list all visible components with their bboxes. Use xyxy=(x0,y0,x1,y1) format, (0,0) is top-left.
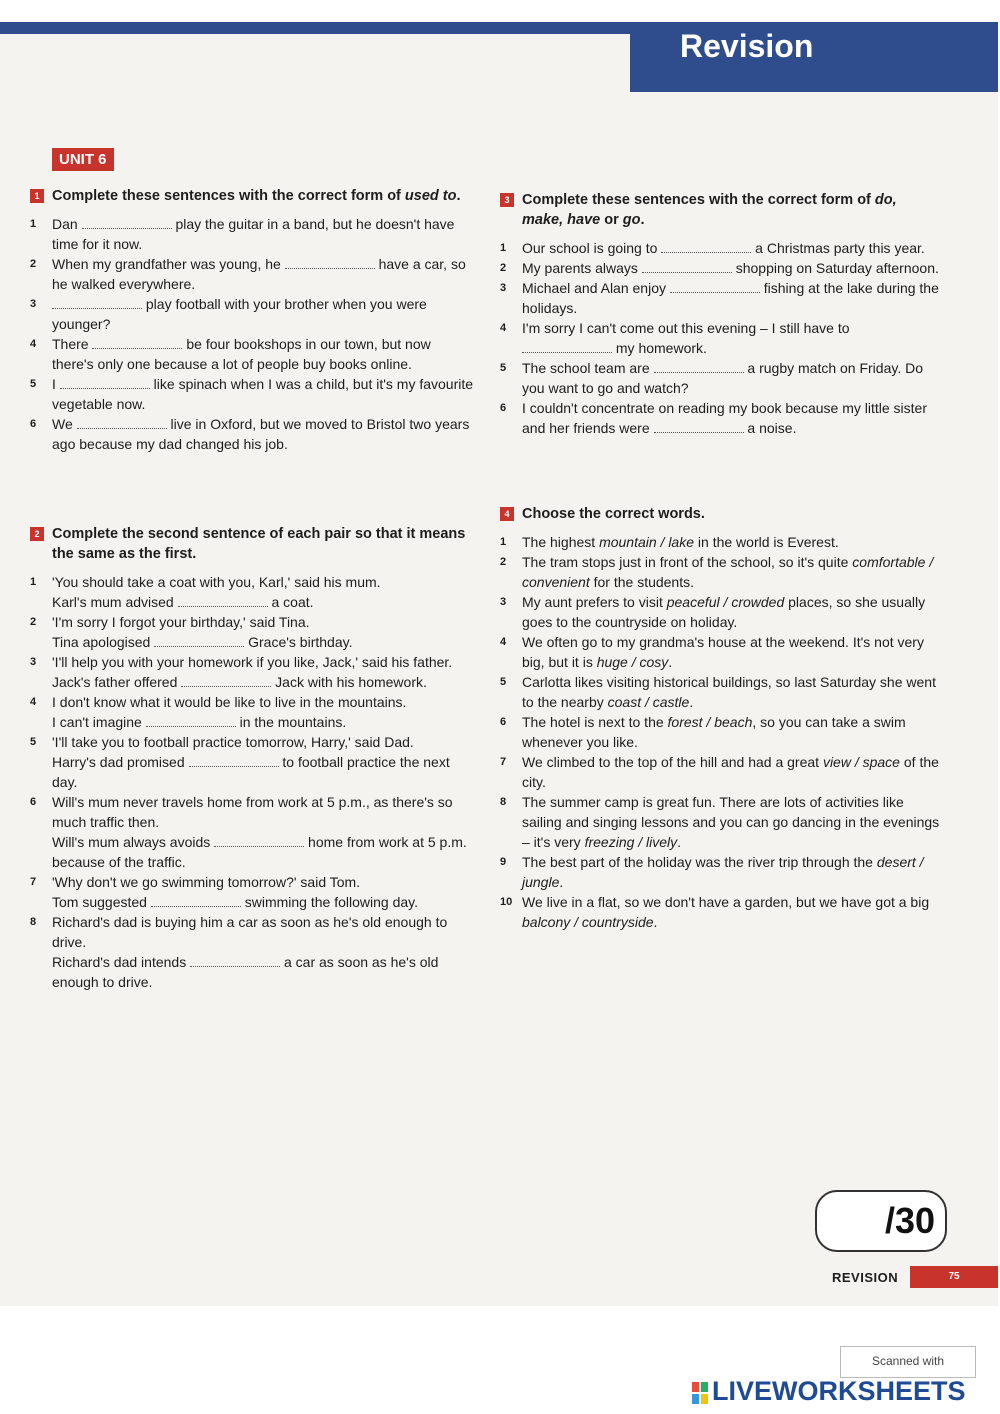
exercise-item xyxy=(30,294,475,334)
item-body xyxy=(52,294,475,334)
original-sentence: 'I'll help you with your homework if you like, Jack,' said his father. xyxy=(52,654,453,670)
rewrite-sentence xyxy=(52,632,475,652)
item-text: The tram stops just in front of the school, so it's quite xyxy=(522,554,853,570)
section-number: 1 xyxy=(30,189,44,203)
item-text: . xyxy=(653,914,658,930)
original-sentence: Will's mum never travels home from work at 5 p.m., as there's so much traffic then. xyxy=(52,794,453,830)
exercise-item xyxy=(30,214,475,254)
answer-blank[interactable] xyxy=(154,632,244,647)
answer-blank[interactable] xyxy=(178,592,268,607)
item-text: I can't imagine xyxy=(52,714,146,730)
section-number: 2 xyxy=(30,527,44,541)
exercise-item xyxy=(500,358,940,398)
item-text: I'm sorry I can't come out this evening – I still have to xyxy=(522,320,850,336)
answer-blank[interactable] xyxy=(181,672,271,687)
section-3 xyxy=(500,190,940,438)
answer-blank[interactable] xyxy=(60,374,150,389)
answer-blank[interactable] xyxy=(190,952,280,967)
answer-blank[interactable] xyxy=(189,752,279,767)
item-text: Grace's birthday. xyxy=(244,634,353,650)
item-number: 8 xyxy=(500,796,507,808)
scan-stamp: Scanned with xyxy=(840,1346,976,1378)
item-body xyxy=(522,672,940,712)
exercise-item xyxy=(30,612,475,652)
exercise-item xyxy=(30,572,475,612)
exercise-item xyxy=(500,238,940,258)
item-text: a noise. xyxy=(743,420,797,436)
item-body xyxy=(52,612,475,652)
exercise-item xyxy=(30,692,475,732)
item-number: 1 xyxy=(30,218,37,230)
section-1 xyxy=(30,186,475,454)
exercise-item xyxy=(30,652,475,692)
item-number: 4 xyxy=(500,636,507,648)
item-text: We often go to my grandma's house at the weekend. It's not very big, but it is xyxy=(522,634,924,670)
item-text: my homework. xyxy=(612,340,707,356)
word-choice[interactable]: forest / beach xyxy=(667,714,753,730)
rewrite-sentence xyxy=(52,592,475,612)
section-number: 4 xyxy=(500,507,514,521)
item-text: for the students. xyxy=(589,574,695,590)
item-text: The school team are xyxy=(522,360,654,376)
item-text: Jack with his homework. xyxy=(271,674,427,690)
item-text: My parents always xyxy=(522,260,642,276)
exercise-item xyxy=(30,732,475,792)
exercise-item xyxy=(30,334,475,374)
original-sentence: 'Why don't we go swimming tomorrow?' said Tom. xyxy=(52,874,361,890)
section-3-heading: 3 Complete these sentences with the correct form of do, make, have or go. xyxy=(500,190,940,230)
exercise-item xyxy=(30,254,475,294)
item-body xyxy=(52,334,475,374)
item-body xyxy=(522,358,940,398)
item-number: 4 xyxy=(30,338,37,350)
item-number: 3 xyxy=(500,282,507,294)
rewrite-sentence xyxy=(52,892,475,912)
item-text: We xyxy=(52,416,77,432)
item-text: I couldn't concentrate on reading my book because my little sister and her friends were xyxy=(522,400,927,436)
item-text: shopping on Saturday afternoon. xyxy=(731,260,939,276)
item-number: 7 xyxy=(500,756,507,768)
item-body xyxy=(52,792,475,872)
section-2 xyxy=(30,524,475,992)
word-choice[interactable]: coast / castle xyxy=(607,694,690,710)
item-body xyxy=(522,892,940,932)
item-number: 7 xyxy=(30,876,37,888)
exercise-item xyxy=(500,258,940,278)
item-text: Michael and Alan enjoy xyxy=(522,280,670,296)
item-body xyxy=(522,552,940,592)
item-number: 6 xyxy=(500,402,507,414)
item-text: a coat. xyxy=(267,594,314,610)
item-text: to football practice the next day. xyxy=(52,754,450,790)
item-body xyxy=(52,912,475,992)
exercise-item xyxy=(500,672,940,712)
item-number: 2 xyxy=(500,556,507,568)
item-body xyxy=(522,632,940,672)
item-text: , so you can take a swim whenever you like. xyxy=(522,714,906,750)
answer-blank[interactable] xyxy=(670,278,760,293)
item-body xyxy=(522,792,940,852)
liveworksheets-icon xyxy=(692,1382,708,1404)
item-number: 3 xyxy=(30,656,37,668)
exercise-item xyxy=(500,318,940,358)
item-number: 5 xyxy=(30,736,37,748)
exercise-item xyxy=(30,414,475,454)
item-text: The best part of the holiday was the river trip through the xyxy=(522,854,877,870)
word-choice[interactable]: freezing / lively xyxy=(584,834,678,850)
word-choice[interactable]: balcony / countryside xyxy=(522,914,654,930)
word-choice[interactable]: mountain / lake xyxy=(599,534,695,550)
item-text: home from work at 5 p.m. because of the traffic. xyxy=(52,834,467,870)
answer-blank[interactable] xyxy=(151,892,241,907)
original-sentence: 'You should take a coat with you, Karl,' said his mum. xyxy=(52,574,381,590)
rewrite-sentence xyxy=(52,712,475,732)
answer-blank[interactable] xyxy=(52,294,142,309)
exercise-item xyxy=(500,752,940,792)
item-text: a rugby match on Friday. Do you want to go and watch? xyxy=(522,360,923,396)
item-number: 10 xyxy=(500,896,513,908)
item-body xyxy=(522,398,940,438)
answer-blank[interactable] xyxy=(522,338,612,353)
answer-blank[interactable] xyxy=(285,254,375,269)
section-4-heading: 4 Choose the correct words. xyxy=(500,504,940,524)
item-text: places, so she usually goes to the countryside on holiday. xyxy=(522,594,926,630)
item-body xyxy=(522,712,940,752)
item-text: Jack's father offered xyxy=(52,674,182,690)
answer-blank[interactable] xyxy=(146,712,236,727)
word-choice[interactable]: desert / jungle xyxy=(522,854,924,890)
item-text: Karl's mum advised xyxy=(52,594,178,610)
item-number: 6 xyxy=(30,796,37,808)
item-number: 4 xyxy=(500,322,507,334)
item-text: . xyxy=(677,834,682,850)
item-text: Carlotta likes visiting historical buildings, so last Saturday she went to the nearby xyxy=(522,674,936,710)
exercise-item xyxy=(500,632,940,672)
item-body xyxy=(52,872,475,912)
item-number: 3 xyxy=(500,596,507,608)
exercise-item xyxy=(500,592,940,632)
item-number: 3 xyxy=(30,298,37,310)
item-body xyxy=(52,214,475,254)
item-text: The hotel is next to the xyxy=(522,714,668,730)
section-number: 3 xyxy=(500,193,514,207)
item-text: . xyxy=(559,874,564,890)
exercise-item xyxy=(500,892,940,932)
item-text: be four bookshops in our town, but now there's only one because a lot of people buy books online. xyxy=(52,336,431,372)
item-text: swimming the following day. xyxy=(240,894,418,910)
item-text: . xyxy=(668,654,673,670)
item-text: We climbed to the top of the hill and had a great xyxy=(522,754,823,770)
word-choice[interactable]: view / space xyxy=(822,754,900,770)
exercise-item xyxy=(30,374,475,414)
item-number: 4 xyxy=(30,696,37,708)
item-text: in the mountains. xyxy=(235,714,347,730)
original-sentence: 'I'm sorry I forgot your birthday,' said Tina. xyxy=(52,614,310,630)
exercise-item xyxy=(500,712,940,752)
item-text: a Christmas party this year. xyxy=(751,240,925,256)
rewrite-sentence xyxy=(52,672,475,692)
item-text: have a car, so he walked everywhere. xyxy=(52,256,466,292)
item-number: 6 xyxy=(30,418,37,430)
item-text: When my grandfather was young, he xyxy=(52,256,285,272)
section-1-heading: 1 Complete these sentences with the correct form of used to. xyxy=(30,186,475,206)
exercise-item xyxy=(500,278,940,318)
exercise-item xyxy=(30,912,475,992)
item-body xyxy=(522,238,940,258)
item-text: My aunt prefers to visit xyxy=(522,594,667,610)
score-total: /30 xyxy=(884,1200,935,1241)
section-4 xyxy=(500,504,940,932)
item-text: Dan xyxy=(52,216,82,232)
item-text: play the guitar in a band, but he doesn't have time for it now. xyxy=(52,216,455,252)
item-number: 8 xyxy=(30,916,37,928)
exercise-item xyxy=(500,552,940,592)
item-number: 1 xyxy=(500,536,507,548)
original-sentence: Richard's dad is buying him a car as soon as he's old enough to drive. xyxy=(52,914,448,950)
item-body xyxy=(52,254,475,294)
answer-blank[interactable] xyxy=(654,418,744,433)
liveworksheets-logo: LIVEWORKSHEETS xyxy=(692,1376,966,1407)
answer-blank[interactable] xyxy=(92,334,182,349)
footer-label: REVISION xyxy=(832,1270,899,1285)
exercise-item xyxy=(500,532,940,552)
exercise-item xyxy=(500,852,940,892)
exercise-item xyxy=(500,792,940,852)
original-sentence: I don't know what it would be like to live in the mountains. xyxy=(52,694,407,710)
word-choice[interactable]: huge / cosy xyxy=(596,654,669,670)
score-box xyxy=(815,1190,947,1252)
item-number: 5 xyxy=(500,676,507,688)
item-number: 5 xyxy=(500,362,507,374)
item-number: 6 xyxy=(500,716,507,728)
item-text: Will's mum always avoids xyxy=(52,834,215,850)
item-text: Harry's dad promised xyxy=(52,754,189,770)
item-number: 2 xyxy=(500,262,507,274)
item-body xyxy=(522,258,940,278)
answer-blank[interactable] xyxy=(82,214,172,229)
item-body xyxy=(522,278,940,318)
item-body xyxy=(52,572,475,612)
item-text: Richard's dad intends xyxy=(52,954,191,970)
exercise-item xyxy=(500,398,940,438)
item-number: 1 xyxy=(30,576,37,588)
page-title: Revision xyxy=(680,28,814,64)
answer-blank[interactable] xyxy=(214,832,304,847)
item-text: The highest xyxy=(522,534,600,550)
page-number: 75 xyxy=(910,1266,998,1288)
word-choice[interactable]: peaceful / crowded xyxy=(666,594,785,610)
item-number: 9 xyxy=(500,856,507,868)
item-text: a car as soon as he's old enough to drive. xyxy=(52,954,439,990)
item-text: There xyxy=(52,336,93,352)
answer-blank[interactable] xyxy=(654,358,744,373)
item-text: Tina apologised xyxy=(52,634,155,650)
item-body xyxy=(522,852,940,892)
item-body xyxy=(52,414,475,454)
item-body xyxy=(522,592,940,632)
section-2-heading: 2 Complete the second sentence of each pair so that it means the same as the first. xyxy=(30,524,475,564)
item-body xyxy=(52,374,475,414)
item-number: 2 xyxy=(30,616,37,628)
item-text: . xyxy=(689,694,694,710)
unit-badge: UNIT 6 xyxy=(52,148,114,171)
item-text: The summer camp is great fun. There are lots of activities like sailing and singing lessons and you can go dancing in the evenings – it's very xyxy=(522,794,940,850)
original-sentence: 'I'll take you to football practice tomorrow, Harry,' said Dad. xyxy=(52,734,414,750)
rewrite-sentence xyxy=(52,752,475,792)
rewrite-sentence xyxy=(52,832,475,872)
item-body xyxy=(52,692,475,732)
item-body xyxy=(522,752,940,792)
answer-blank[interactable] xyxy=(642,258,732,273)
item-number: 5 xyxy=(30,378,37,390)
item-text: of the city. xyxy=(522,754,939,790)
answer-blank[interactable] xyxy=(661,238,751,253)
item-text: live in Oxford, but we moved to Bristol two years ago because my dad changed his job. xyxy=(52,416,470,452)
word-choice[interactable]: comfortable / convenient xyxy=(522,554,934,590)
item-body xyxy=(52,652,475,692)
exercise-item xyxy=(30,872,475,912)
item-text: Our school is going to xyxy=(522,240,662,256)
item-text: Tom suggested xyxy=(52,894,151,910)
item-text: like spinach when I was a child, but it's my favourite vegetable now. xyxy=(52,376,474,412)
item-text: I xyxy=(52,376,60,392)
answer-blank[interactable] xyxy=(77,414,167,429)
item-number: 1 xyxy=(500,242,507,254)
item-body xyxy=(52,732,475,792)
exercise-item xyxy=(30,792,475,872)
item-body xyxy=(522,532,940,552)
item-body xyxy=(522,318,940,358)
item-text: fishing at the lake during the holidays. xyxy=(522,280,939,316)
item-text: play football with your brother when you were younger? xyxy=(52,296,427,332)
rewrite-sentence xyxy=(52,952,475,992)
item-text: in the world is Everest. xyxy=(694,534,839,550)
item-number: 2 xyxy=(30,258,37,270)
item-text: We live in a flat, so we don't have a garden, but we have got a big xyxy=(522,894,930,910)
